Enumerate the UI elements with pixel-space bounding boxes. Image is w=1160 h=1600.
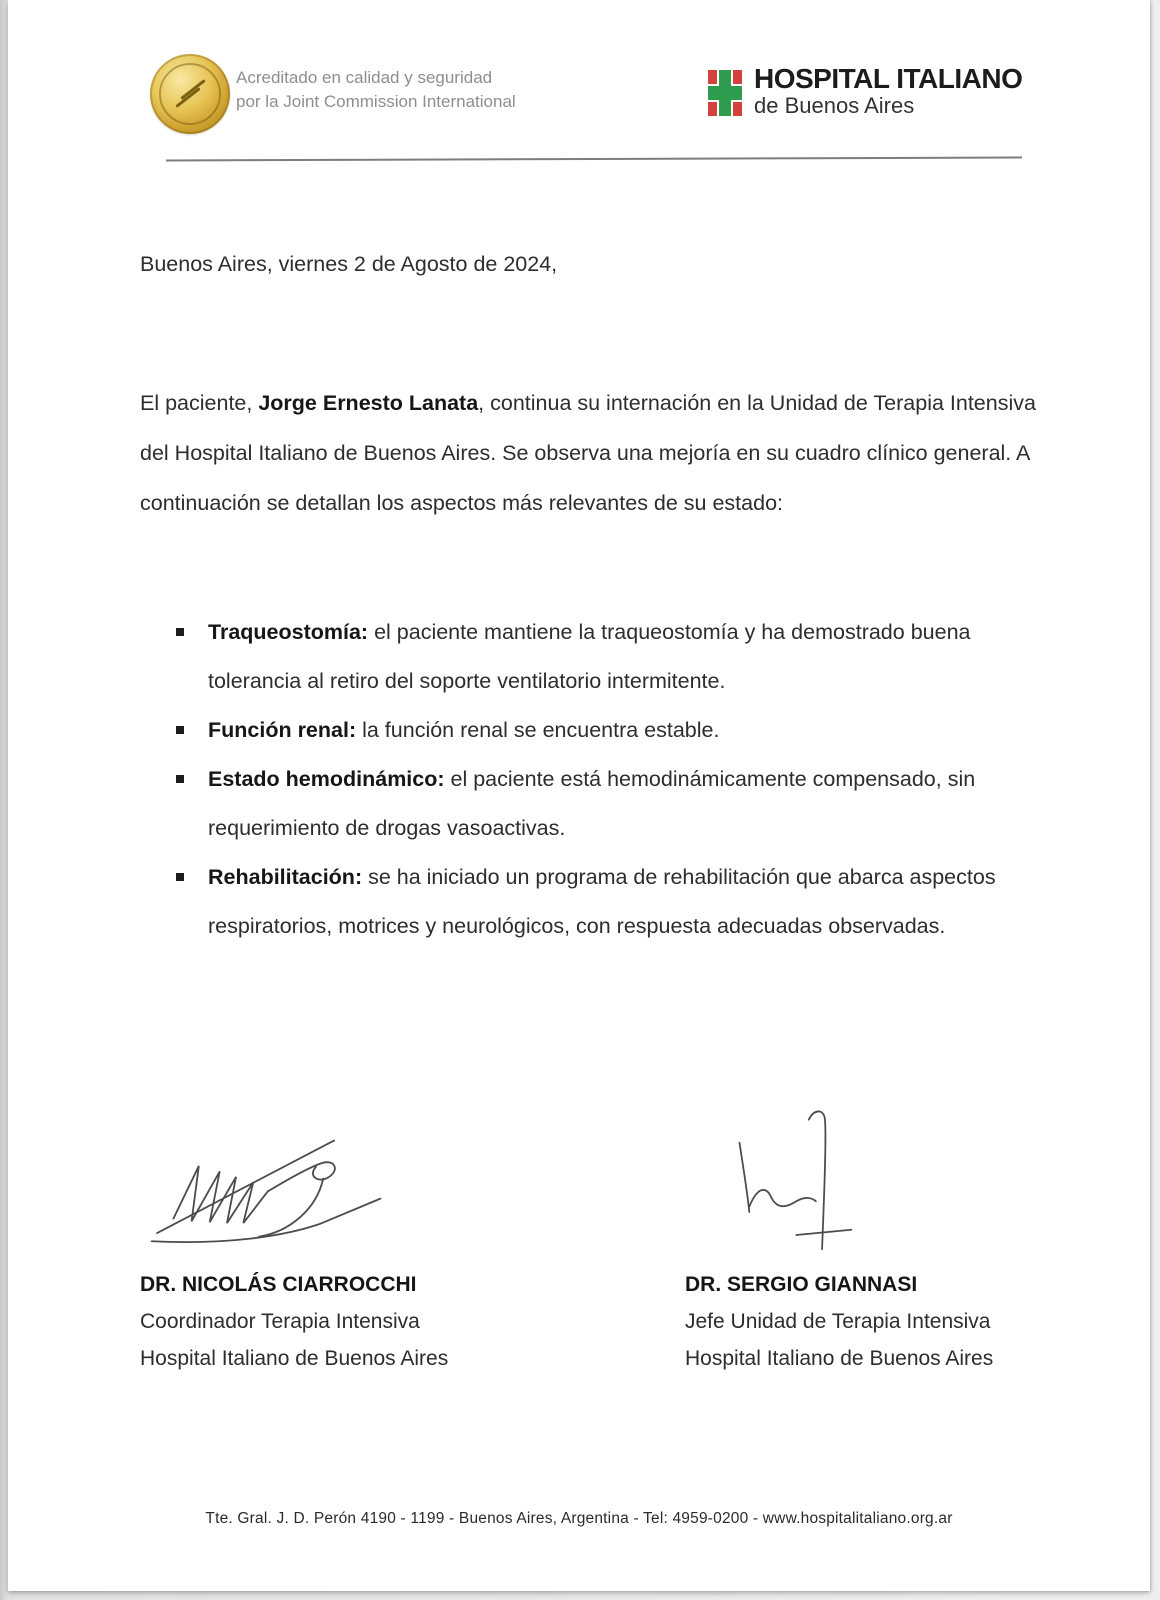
bullet-text: el paciente mantiene la traqueostomía y ha demostrado buena tolerancia al retiro del soporte ventilatorio intermitente. — [208, 620, 971, 693]
accreditation-text — [236, 66, 516, 114]
hospital-logo-title: HOSPITAL ITALIANO — [754, 63, 1023, 94]
bullet-traqueostomia — [176, 608, 1056, 706]
hospital-logo — [708, 64, 1022, 118]
signatory-name: DR. SERGIO GIANNASI — [685, 1273, 918, 1296]
bullet-label: Rehabilitación: — [208, 865, 363, 889]
signature-giannasi — [720, 1100, 862, 1260]
jci-gold-seal-icon — [150, 54, 230, 134]
signatory-org: Hospital Italiano de Buenos Aires — [140, 1347, 449, 1370]
signature-ciarrocchi — [140, 1126, 392, 1244]
header-divider — [166, 157, 1022, 162]
signatory-role: Coordinador Terapia Intensiva — [140, 1310, 420, 1333]
hospital-logo-subtitle: de Buenos Aires — [754, 93, 915, 118]
intro-paragraph — [140, 378, 1046, 528]
hospital-cross-icon — [708, 70, 742, 116]
bullet-text: el paciente está hemodinámicamente compensado, sin requerimiento de drogas vasoactivas. — [208, 767, 976, 840]
letter-page — [8, 0, 1150, 1591]
date-line: Buenos Aires, viernes 2 de Agosto de 2024, — [140, 252, 558, 276]
signatory-org: Hospital Italiano de Buenos Aires — [685, 1347, 994, 1370]
accreditation-line1: Acreditado en calidad y seguridad — [236, 68, 493, 87]
signatory-block-ciarrocchi — [140, 1266, 448, 1377]
signatory-block-giannasi — [685, 1266, 993, 1377]
bullet-rehabilitacion — [176, 853, 1056, 951]
intro-pre: El paciente, — [140, 391, 259, 415]
bullet-label: Función renal: — [208, 718, 357, 742]
accreditation-line2: por la Joint Commission International — [236, 92, 516, 111]
bullet-label: Estado hemodinámico: — [208, 767, 445, 791]
patient-name: Jorge Ernesto Lanata — [258, 391, 479, 415]
bullet-text: se ha iniciado un programa de rehabilitación que abarca aspectos respiratorios, motrices y neurológicos, con respuesta adecuadas observadas. — [208, 865, 996, 938]
bullet-label: Traqueostomía: — [208, 620, 369, 644]
intro-post: , continua su internación en la Unidad de Terapia Intensiva del Hospital Italiano de Buenos Aires. Se observa una mejoría en su cuadro clínico general. A continuación se detallan los aspectos más relevantes de su estado: — [140, 391, 1036, 515]
bullet-funcion-renal — [176, 706, 1056, 755]
status-bullet-list — [176, 608, 1056, 951]
bullet-text: la función renal se encuentra estable. — [356, 718, 720, 742]
footer-address: Tte. Gral. J. D. Perón 4190 - 1199 - Buenos Aires, Argentina - Tel: 4959-0200 - www.hospitalitaliano.org.ar — [205, 1510, 953, 1527]
signatory-name: DR. NICOLÁS CIARROCCHI — [140, 1273, 417, 1296]
signatory-role: Jefe Unidad de Terapia Intensiva — [685, 1310, 991, 1333]
hospital-logo-text — [754, 64, 1022, 118]
bullet-estado-hemodinamico — [176, 755, 1056, 853]
